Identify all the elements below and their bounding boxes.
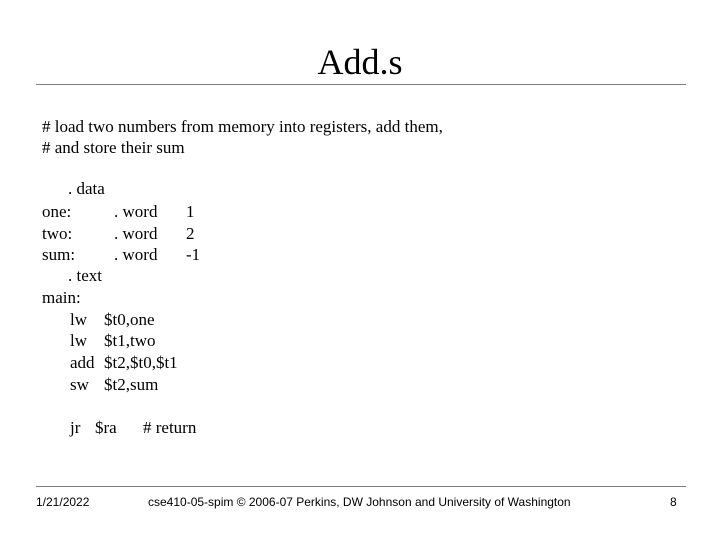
data-label-two: two:	[42, 224, 73, 243]
instruction-args: $t1,two	[104, 331, 156, 350]
data-value-two: 2	[186, 224, 195, 243]
instruction-op: sw	[70, 375, 89, 394]
slide-title: Add.s	[317, 42, 403, 82]
data-label-one: one:	[42, 202, 72, 221]
footer-date: 1/21/2022	[36, 495, 90, 509]
instruction-op: lw	[70, 331, 87, 350]
data-value-sum: -1	[186, 245, 201, 264]
main-label: main:	[42, 288, 81, 307]
footer-divider	[36, 486, 686, 487]
data-value-one: 1	[186, 202, 195, 221]
return-op: jr	[70, 418, 81, 437]
data-directive-two: . word	[114, 224, 158, 243]
return-comment: # return	[143, 418, 197, 437]
instruction-args: $t2,sum	[104, 375, 159, 394]
data-directive-one: . word	[114, 202, 158, 221]
comment-line-2: # and store their sum	[42, 138, 185, 157]
footer-credit: cse410-05-spim © 2006-07 Perkins, DW Johnson and University of Washington	[148, 495, 571, 509]
comment-line-1: # load two numbers from memory into registers, add them,	[42, 117, 443, 136]
text-directive: . text	[68, 266, 102, 285]
instruction-op: add	[70, 353, 95, 372]
instruction-args: $t2,$t0,$t1	[104, 353, 178, 372]
instruction-op: lw	[70, 310, 87, 329]
data-directive: . data	[68, 179, 105, 198]
page-number: 8	[670, 495, 677, 509]
data-label-sum: sum:	[42, 245, 76, 264]
data-directive-sum: . word	[114, 245, 158, 264]
return-arg: $ra	[95, 418, 117, 437]
instruction-args: $t0,one	[104, 310, 155, 329]
